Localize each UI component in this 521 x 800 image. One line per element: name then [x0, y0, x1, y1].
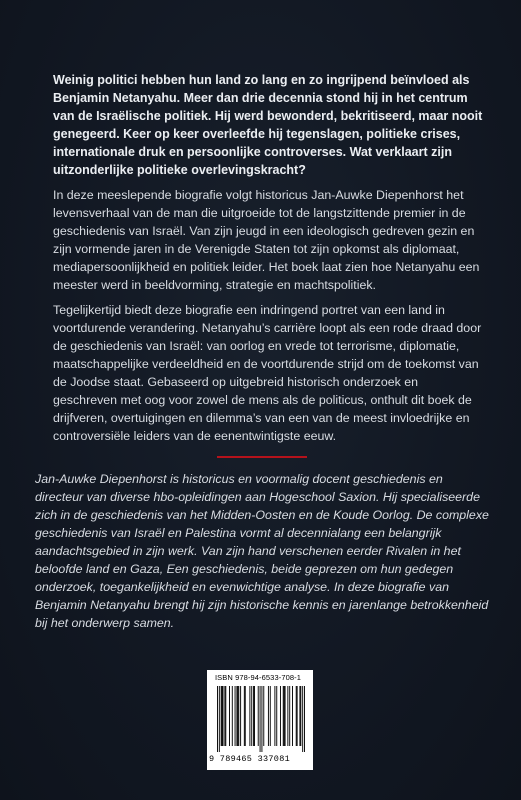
barcode-bar: [296, 686, 297, 746]
author-bio: Jan-Auwke Diepenhorst is historicus en voormalig docent geschiedenis en directeur van diverse hbo-opleidingen aan Hogeschool Saxion. Hij specialiseerde zich in de geschiedenis van het Midden-Oosten en de Koude Oorlog. De complexe geschiedenis van Israël en Palestina vormt al decennialang een belangrijk aandachtsgebied in zijn werk. Van zijn hand verschenen eerder Rivalen in het beloofde land en Gaza, Een geschiedenis, beide geprezen om hun gedegen onderzoek, toegankelijkheid en evenwichtige analyse. In deze biografie van Benjamin Netanyahu brengt hij zijn historische kennis en jarenlange betrokkenheid bij het onderwerp samen.: [35, 472, 489, 630]
barcode-bar: [249, 686, 250, 746]
barcode-bar: [302, 686, 303, 752]
barcode-bar: [221, 686, 222, 746]
barcode-bar: [283, 686, 284, 746]
barcode-bar: [263, 686, 264, 746]
barcode-image: [217, 686, 305, 752]
isbn-barcode-box: [207, 670, 313, 770]
barcode-bar: [297, 686, 298, 746]
barcode-digits: 9 789465 337081: [209, 754, 291, 764]
barcode-bar: [292, 686, 293, 746]
barcode-bar: [287, 686, 288, 746]
barcode-bar: [223, 686, 224, 746]
blurb-intro: Weinig politici hebben hun land zo lang en zo ingrijpend beïnvloed als Benjamin Netanyahu. Meer dan drie decennia stond hij in het centrum van de Israëlische politiek. Hij werd bewonderd, bekritiseerd, maar nooit genegeerd. Keer op keer overleefde hij tegenslagen, politieke crises, internationale druk en persoonlijke controverses. Wat verklaart zijn uitzonderlijke politieke overlevingskracht?: [53, 73, 483, 177]
barcode-bar: [251, 686, 252, 746]
description-paragraph-2: Tegelijkertijd biedt deze biografie een indringend portret van een land in voortdurende verandering. Netanyahu’s carrière loopt als een rode draad door de geschiedenis van Israël: van oorlog en vrede tot terrorisme, diplomatie, maatschappelijke verdeeldheid en de voortdurende strijd om de toekomst van de Joodse staat. Gebaseerd op uitgebreid historisch onderzoek en geschreven met oog voor zowel de mens als de politicus, onthult dit boek de drijfveren, overtuigingen en dilemma’s van een van de meest invloedrijke en controversiële leiders van de eenentwintigste eeuw.: [53, 303, 482, 443]
red-divider-line: [217, 456, 307, 458]
barcode-bar: [232, 686, 233, 746]
barcode-bar: [244, 686, 245, 746]
barcode-bar: [238, 686, 239, 746]
barcode-bar: [225, 686, 226, 746]
barcode-bar: [299, 686, 300, 746]
barcode-bar: [235, 686, 236, 746]
isbn-label: ISBN 978-94-6533-708-1: [215, 673, 302, 682]
barcode-bar: [229, 686, 230, 746]
barcode-bar: [285, 686, 286, 746]
barcode-bar: [268, 686, 269, 746]
barcode-bar: [289, 686, 290, 746]
barcode-bar: [300, 686, 301, 746]
barcode-bar: [261, 686, 262, 752]
barcode-bar: [240, 686, 241, 746]
barcode-bar: [284, 686, 285, 746]
barcode-bar: [237, 686, 238, 746]
barcode-bar: [304, 686, 305, 752]
barcode-bar: [253, 686, 254, 746]
barcode-bar: [280, 686, 281, 746]
barcode-bar: [219, 686, 220, 752]
barcode-bar: [254, 686, 255, 746]
barcode-bar: [258, 686, 259, 746]
barcode-bar: [245, 686, 246, 746]
barcode-bar: [224, 686, 225, 746]
barcode-bar: [217, 686, 218, 752]
barcode-bar: [270, 686, 271, 746]
barcode-bar: [260, 686, 261, 752]
barcode-bar: [276, 686, 277, 746]
description-paragraph-1: In deze meeslepende biografie volgt historicus Jan-Auwke Diepenhorst het levensverhaal van de man die uitgroeide tot de langstzittende premier in de geschiedenis van Israël. Van zijn jeugd in een ideologisch gedreven gezin en zijn vormende jaren in de Verenigde Staten tot zijn opkomst als diplomaat, mediapersoonlijkheid en politiek leider. Het boek laat zien hoe Netanyahu een meester werd in beeldvorming, strategie en machtspolitiek.: [53, 188, 480, 292]
barcode-bar: [222, 686, 223, 746]
barcode-bar: [236, 686, 237, 746]
barcode-bar: [274, 686, 275, 746]
